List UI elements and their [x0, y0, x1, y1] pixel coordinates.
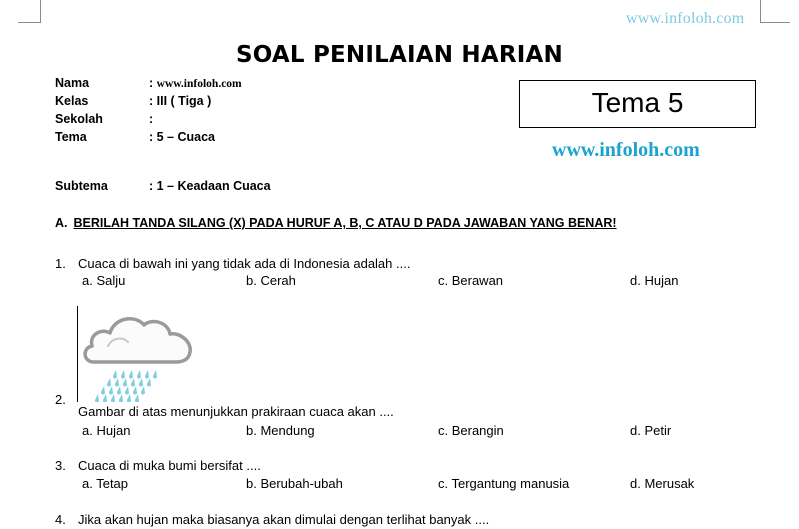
- question-4-text: Jika akan hujan maka biasanya akan dimulai dengan terlihat banyak ....: [78, 512, 490, 527]
- value-kelas: : III ( Tiga ): [149, 94, 212, 108]
- raindrop: [127, 394, 131, 402]
- question-1-option-d: d. Hujan: [630, 273, 679, 288]
- raindrop: [95, 394, 99, 402]
- raindrop: [139, 378, 143, 387]
- raindrop: [147, 378, 151, 387]
- label-subtema: Subtema: [55, 179, 108, 193]
- raindrop: [119, 394, 123, 402]
- nama-site: www.infoloh.com: [156, 78, 242, 90]
- raindrop: [129, 370, 133, 379]
- raindrop: [109, 386, 113, 395]
- crop-mark-right-vertical: [760, 0, 761, 22]
- question-2-option-c: c. Berangin: [438, 423, 504, 438]
- raindrop: [107, 378, 111, 387]
- question-2-option-b: b. Mendung: [246, 423, 315, 438]
- section-letter: A.: [55, 216, 68, 230]
- label-kelas: Kelas: [55, 94, 89, 108]
- raindrop: [137, 370, 141, 379]
- question-3-number: 3.: [55, 458, 66, 473]
- raindrop: [113, 370, 117, 379]
- tema-box: Tema 5: [519, 80, 756, 128]
- value-subtema: : 1 – Keadaan Cuaca: [149, 179, 271, 193]
- image-left-border: [77, 306, 78, 402]
- question-1-number: 1.: [55, 256, 66, 271]
- question-3-option-a: a. Tetap: [82, 476, 129, 491]
- raindrop: [111, 394, 115, 402]
- raindrop: [123, 378, 127, 387]
- raindrop: [115, 378, 119, 387]
- rain-cloud-icon: [80, 308, 196, 402]
- label-nama: Nama: [55, 76, 90, 90]
- raindrop: [133, 386, 137, 395]
- question-2-text: Gambar di atas menunjukkan prakiraan cuaca akan ....: [78, 404, 394, 419]
- page-title: SOAL PENILAIAN HARIAN: [236, 42, 563, 68]
- question-2-number: 2.: [55, 392, 66, 407]
- watermark-top: www.infoloh.com: [626, 10, 745, 27]
- label-tema: Tema: [55, 130, 87, 144]
- section-header: [55, 216, 617, 230]
- raindrop: [135, 394, 139, 402]
- question-2-option-a: a. Hujan: [82, 423, 131, 438]
- crop-mark-left-vertical: [40, 0, 41, 22]
- question-1-option-c: c. Berawan: [438, 273, 504, 288]
- label-sekolah: Sekolah: [55, 112, 103, 126]
- value-sekolah: :: [149, 112, 154, 126]
- value-tema: : 5 – Cuaca: [149, 130, 216, 144]
- raindrop: [145, 370, 149, 379]
- question-1-option-a: a. Salju: [82, 273, 126, 288]
- raindrop: [103, 394, 107, 402]
- question-1-option-b: b. Cerah: [246, 273, 296, 288]
- raindrop: [125, 386, 129, 395]
- question-4-number: 4.: [55, 512, 66, 527]
- question-3-option-c: c. Tergantung manusia: [438, 476, 570, 491]
- raindrop: [153, 370, 157, 379]
- crop-mark-right-horizontal: [760, 22, 790, 23]
- raindrop: [121, 370, 125, 379]
- crop-mark-left-horizontal: [18, 22, 41, 23]
- question-3-text: Cuaca di muka bumi bersifat ....: [78, 458, 261, 473]
- nama-colon: :: [149, 76, 154, 90]
- raindrop: [101, 386, 105, 395]
- section-instruction: BERILAH TANDA SILANG (X) PADA HURUF A, B, C ATAU D PADA JAWABAN YANG BENAR!: [73, 216, 617, 230]
- value-nama: [149, 76, 242, 90]
- raindrop: [141, 386, 145, 395]
- raindrop: [117, 386, 121, 395]
- question-3-option-d: d. Merusak: [630, 476, 695, 491]
- question-3-option-b: b. Berubah-ubah: [246, 476, 343, 491]
- question-2-option-d: d. Petir: [630, 423, 672, 438]
- question-1-text: Cuaca di bawah ini yang tidak ada di Indonesia adalah ....: [78, 256, 411, 271]
- raindrop: [131, 378, 135, 387]
- site-watermark: www.infoloh.com: [552, 139, 700, 161]
